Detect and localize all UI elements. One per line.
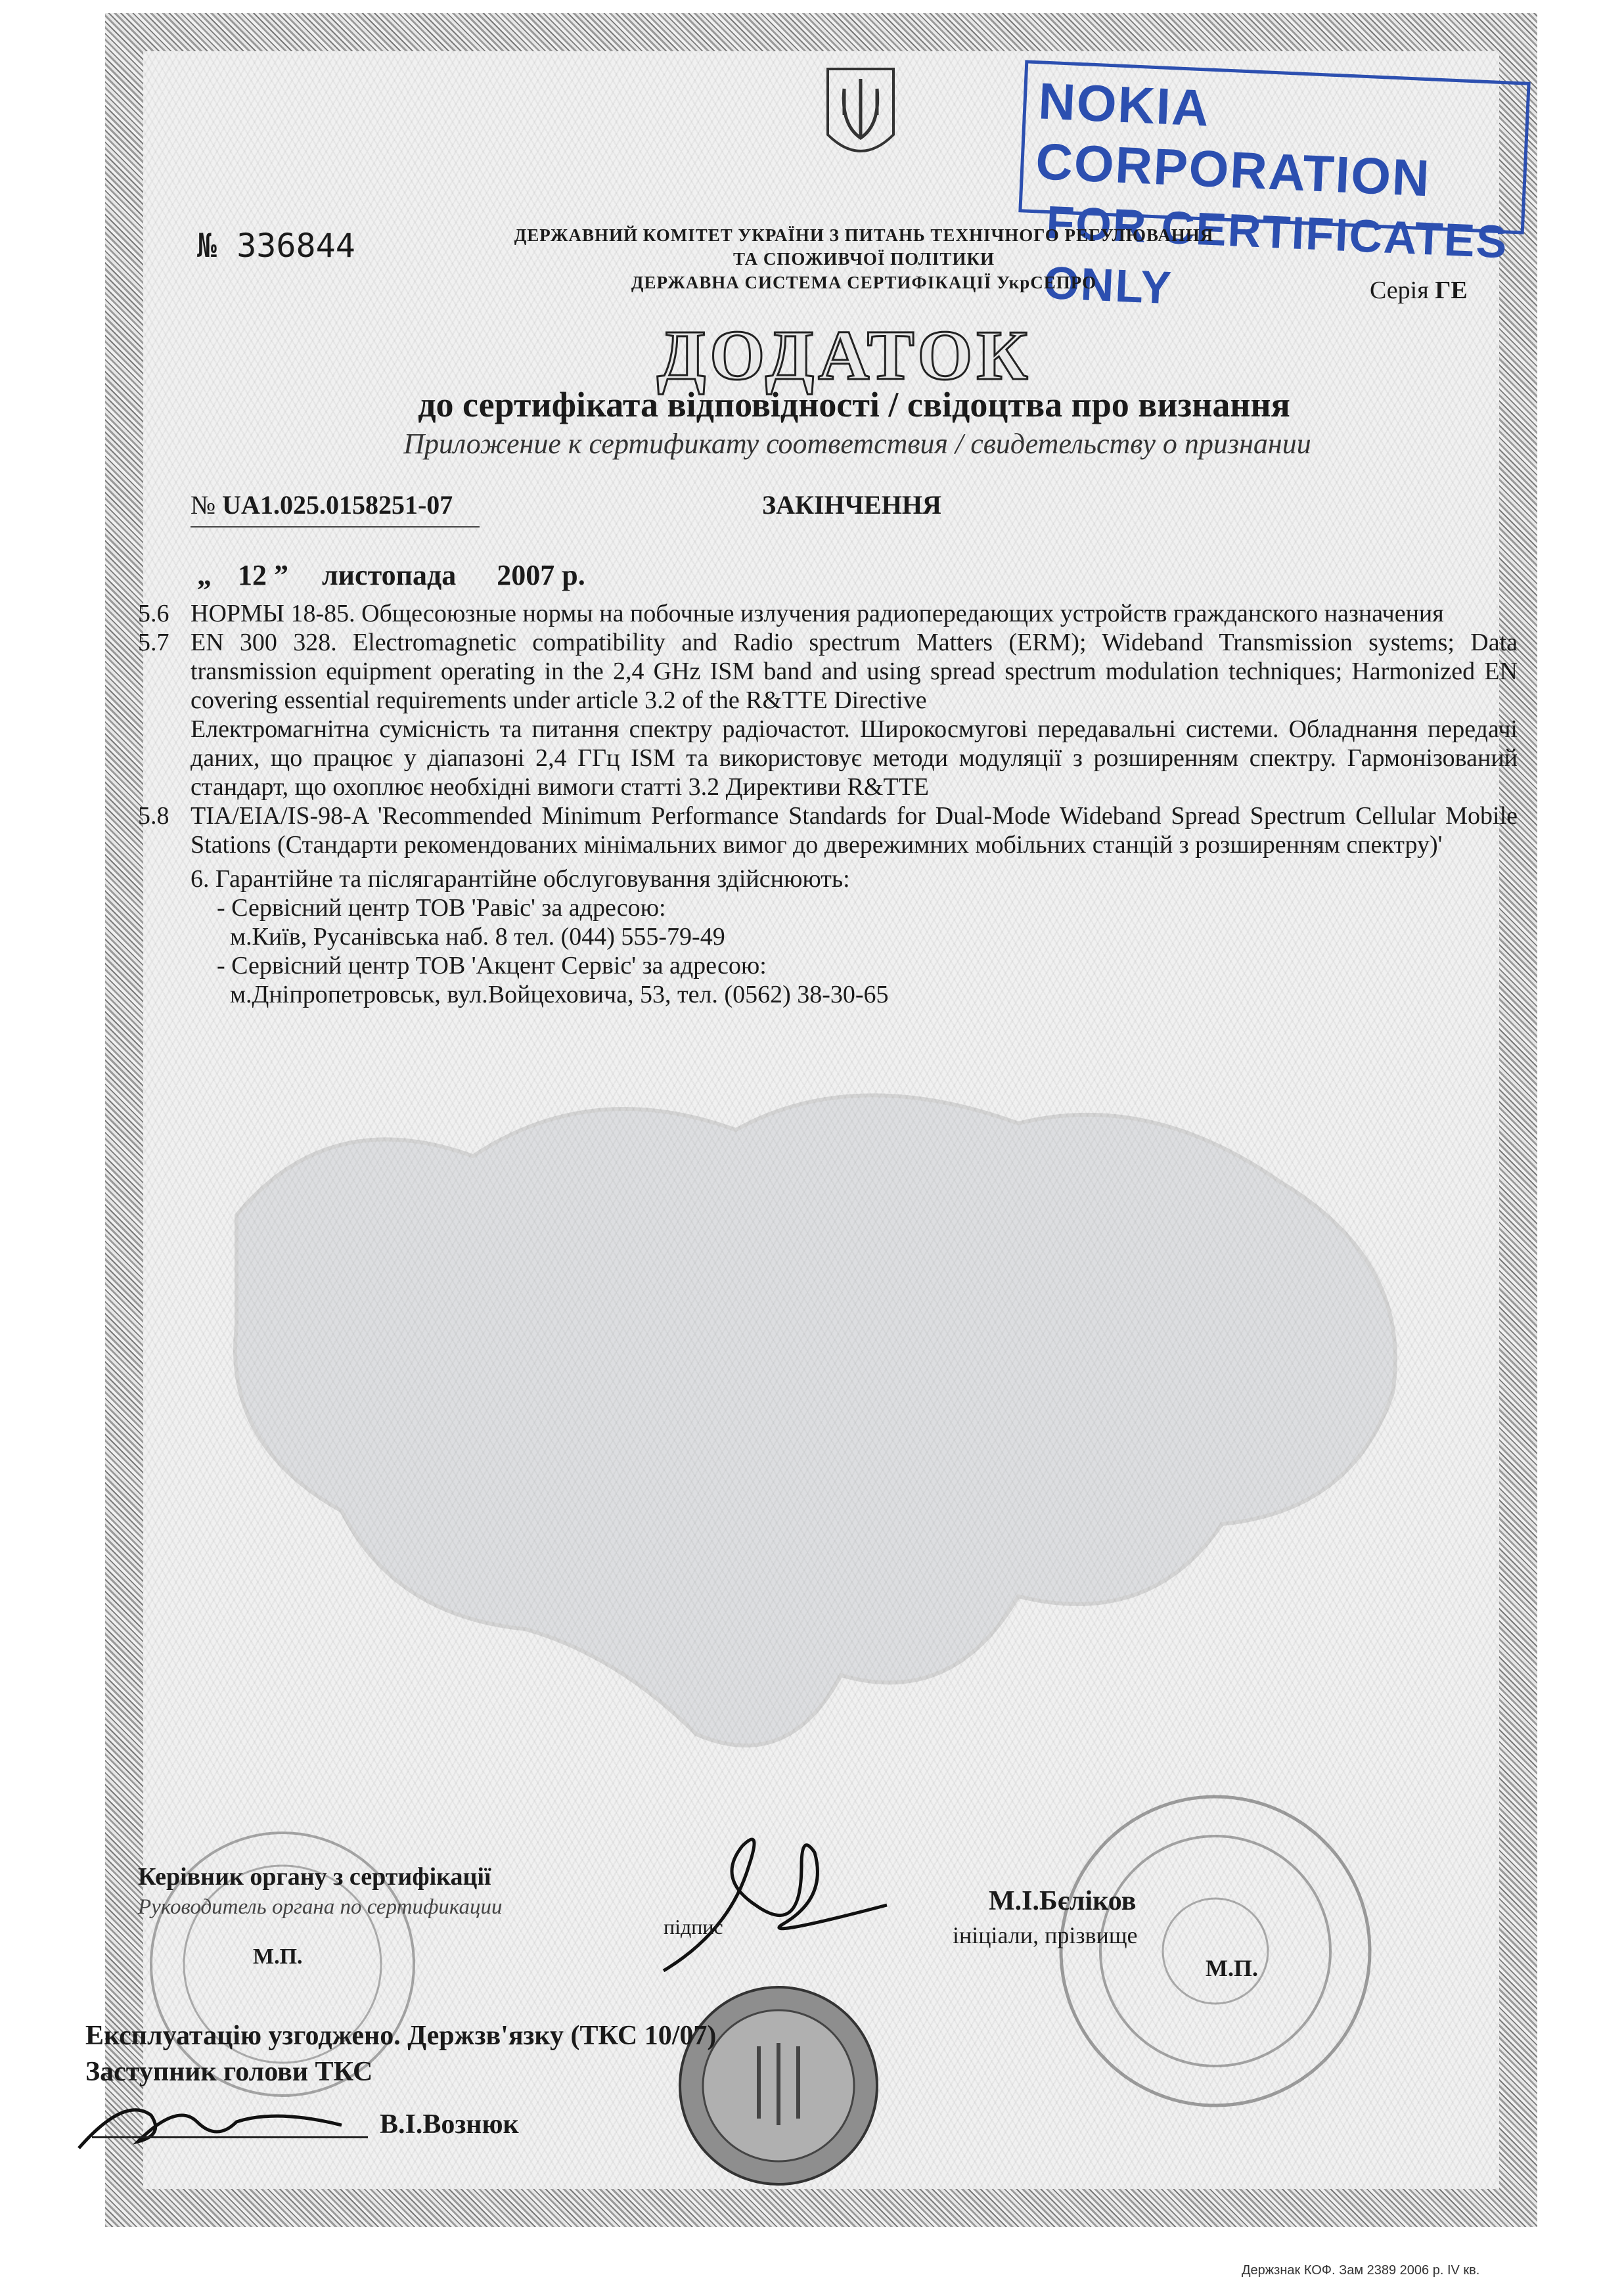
date-month: листопада bbox=[322, 559, 457, 591]
clause-5-6 bbox=[138, 599, 1518, 628]
trident-emblem-icon bbox=[821, 62, 900, 168]
agreement-note: Експлуатацію узгоджено. Держзв'язку (ТКС 10/07) bbox=[85, 2021, 717, 2051]
belikov-signature-icon bbox=[650, 1826, 900, 1984]
clause-text: TIA/EIA/IS-98-A 'Recommended Minimum Performance Standards for Dual-Mode Wideband Spread Spectrum Cellular Mobile Stations (Стандарти рекомендованих мінімальних вимог до двережимних мобільних станцій з розширенням спектру)' bbox=[191, 802, 1518, 859]
issuing-authority bbox=[460, 223, 1268, 294]
registration-underline bbox=[191, 526, 480, 528]
clause-number: 5.7 bbox=[138, 629, 169, 656]
clause-text: НОРМЫ 18-85. Общесоюзные нормы на побочные излучения радиопередающих устройств гражданского назначения bbox=[191, 600, 1444, 627]
clause-5-8 bbox=[138, 801, 1518, 859]
series-value: ГЕ bbox=[1435, 277, 1468, 304]
date-day: 12 bbox=[238, 559, 267, 591]
clause-number: 5.6 bbox=[138, 600, 169, 627]
ending-label: ЗАКІНЧЕННЯ bbox=[762, 490, 941, 520]
deputy-signature-line bbox=[92, 2136, 368, 2138]
subtitle-russian: Приложение к сертификату соответствия / свидетельству о признании bbox=[403, 428, 1311, 460]
clause-5-7 bbox=[138, 628, 1518, 801]
head-of-certification-body: Керівник органу з сертифікації bbox=[138, 1863, 491, 1891]
registration-value: UA1.025.0158251-07 bbox=[222, 490, 453, 520]
seal-place-left: М.П. bbox=[253, 1944, 303, 1969]
ukraine-map-watermark bbox=[197, 1051, 1445, 1807]
clause-text-ukrainian: Електромагнітна сумісність та питання спектру радіочастот. Широкосмугові передавальні системи. Обладнання передачі даних, що працює у діапазоні 2,4 ГГц ISM та використовує методи модуляції з розширенням спектру. Гармонізований стандарт, що охоплює необхідні вимоги статті 3.2 Директиви R&TTE bbox=[191, 715, 1518, 801]
series bbox=[1370, 276, 1468, 305]
service-section bbox=[138, 865, 1518, 1009]
head-of-certification-body-ru: Руководитель органа по сертификации bbox=[138, 1895, 503, 1919]
authority-line-1: ДЕРЖАВНИЙ КОМІТЕТ УКРАЇНИ З ПИТАНЬ ТЕХНІЧНОГО РЕГУЛЮВАННЯ bbox=[514, 225, 1214, 245]
signatory-name: М.І.Бєліков bbox=[989, 1886, 1137, 1916]
seal-place-right: М.П. bbox=[1206, 1955, 1258, 1981]
authority-line-2: ТА СПОЖИВЧОЇ ПОЛІТИКИ bbox=[733, 249, 995, 269]
subtitle-ukrainian: до сертифіката відповідності / свідоцтва про визнання bbox=[418, 385, 1290, 424]
stamp-line-1: NOKIA CORPORATION bbox=[1034, 72, 1432, 208]
certificate-number: № 336844 bbox=[197, 227, 355, 265]
date-year: 2007 р. bbox=[497, 559, 585, 591]
printer-imprint: Держзнак КОФ. Зам 2389 2006 р. IV кв. bbox=[1242, 2263, 1480, 2278]
signature-label: підпис bbox=[664, 1915, 723, 1939]
registration-prefix: № bbox=[191, 490, 216, 520]
clause-number: 5.8 bbox=[138, 802, 169, 830]
document-title: ДОДАТОК bbox=[657, 317, 1032, 395]
service-center-1-address: м.Київ, Русанівська наб. 8 тел. (044) 555-79-49 bbox=[230, 923, 725, 951]
service-center-2-label: - Сервісний центр ТОВ 'Акцент Сервіс' за адресою: bbox=[217, 952, 767, 979]
service-heading: 6. Гарантійне та післягарантійне обслуговування здійснюють: bbox=[191, 865, 850, 893]
initials-label: ініціали, прізвище bbox=[953, 1922, 1138, 1948]
right-seal bbox=[1051, 1787, 1380, 2115]
service-center-2-address: м.Дніпропетровськ, вул.Войцеховича, 53, тел. (0562) 38-30-65 bbox=[230, 981, 889, 1008]
deputy-title: Заступник голови ТКС bbox=[85, 2057, 373, 2087]
hologram-seal bbox=[677, 1984, 880, 2188]
issue-date: „ 12 ” листопада 2007 р. bbox=[197, 559, 585, 591]
series-label: Серія bbox=[1370, 277, 1429, 304]
stamp-line-2: FOR CERTIFICATES ONLY bbox=[1042, 196, 1510, 314]
certificate-body bbox=[138, 599, 1518, 1009]
clause-text: EN 300 328. Electromagnetic compatibility and Radio spectrum Matters (ERM); Wideband Transmission systems; Data transmission equipment operating in the 2,4 GHz ISM band and using spread spectrum modulation techniques; Harmonized EN covering essential requirements under article 3.2 of the R&TTE Directive bbox=[191, 629, 1518, 714]
deputy-name: В.І.Вознюк bbox=[380, 2109, 519, 2140]
voznyuk-signature-icon bbox=[66, 2089, 355, 2161]
service-center-1-label: - Сервісний центр ТОВ 'Равіс' за адресою: bbox=[217, 894, 666, 922]
authority-line-3: ДЕРЖАВНА СИСТЕМА СЕРТИФІКАЦІЇ УкрСЕПРО bbox=[631, 273, 1097, 292]
registration-number bbox=[191, 489, 453, 520]
